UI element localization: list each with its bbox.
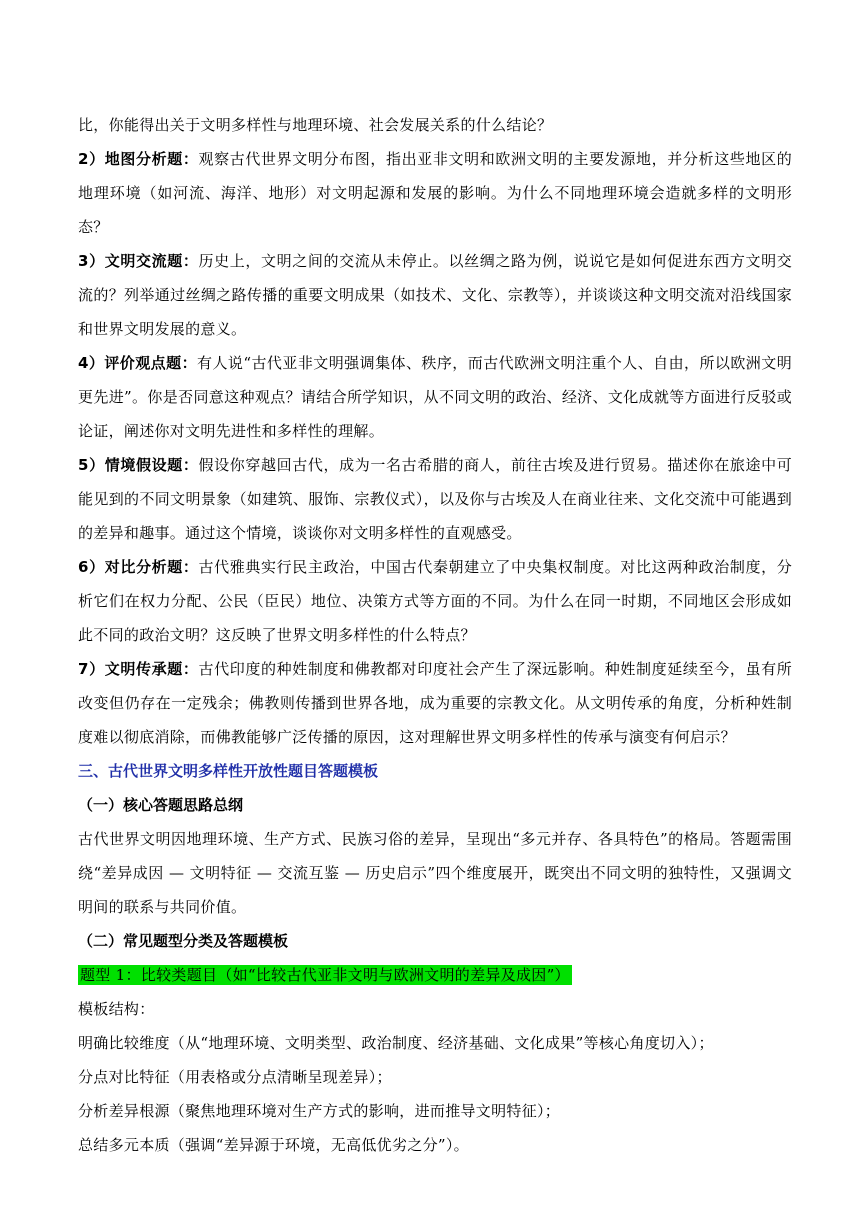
question-lead: 3）文明交流题：: [78, 252, 199, 270]
question-lead: 2）地图分析题：: [78, 150, 199, 168]
intro-line: 比，你能得出关于文明多样性与地理环境、社会发展关系的什么结论？: [78, 116, 553, 134]
question-lead: 6）对比分析题：: [78, 558, 199, 576]
template-step: 分析差异根源（聚焦地理环境对生产方式的影响，进而推导文明特征）；: [78, 1102, 561, 1120]
template-step: 总结多元本质（强调“差异源于环境，无高低优劣之分”）。: [78, 1136, 469, 1154]
sub1-heading: （一）核心答题思路总纲: [78, 796, 244, 814]
question-item: [78, 346, 792, 448]
question-body: 有人说“古代亚非文明强调集体、秩序，而古代欧洲文明注重个人、自由，所以欧洲文明更先进”。你是否同意这种观点？请结合所学知识，从不同文明的政治、经济、文化成就等方面进行反驳或论证，阐述你对文明先进性和多样性的理解。: [78, 354, 793, 440]
document-page: [78, 108, 792, 1162]
question-body: 观察古代世界文明分布图，指出亚非文明和欧洲文明的主要发源地，并分析这些地区的地理环境（如河流、海洋、地形）对文明起源和发展的影响。为什么不同地理环境会造就多样的文明形态？: [78, 150, 793, 236]
question-body: 历史上，文明之间的交流从未停止。以丝绸之路为例，说说它是如何促进东西方文明交流的？列举通过丝绸之路传播的重要文明成果（如技术、文化、宗教等），并谈谈这种文明交流对沿线国家和世界文明发展的意义。: [78, 252, 793, 338]
type1-line: [78, 958, 792, 992]
question-item: [78, 550, 792, 652]
section3-heading: 三、古代世界文明多样性开放性题目答题模板: [78, 762, 379, 780]
question-lead: 5）情境假设题：: [78, 456, 199, 474]
question-body: 古代雅典实行民主政治，中国古代秦朝建立了中央集权制度。对比这两种政治制度，分析它们在权力分配、公民（臣民）地位、决策方式等方面的不同。为什么在同一时期，不同地区会形成如此不同的政治文明？这反映了世界文明多样性的什么特点？: [78, 558, 793, 644]
question-item: [78, 142, 792, 244]
type1-highlight: 题型 1：比较类题目（如“比较古代亚非文明与欧洲文明的差异及成因”）: [80, 966, 570, 984]
template-step: 明确比较维度（从“地理环境、文明类型、政治制度、经济基础、文化成果”等核心角度切入）；: [78, 1034, 714, 1052]
sub1-body: 古代世界文明因地理环境、生产方式、民族习俗的差异，呈现出“多元并存、各具特色”的格局。答题需围绕“差异成因 — 文明特征 — 交流互鉴 — 历史启示”四个维度展开，既突出不同文明的独特性，又强调文明间的联系与共同价值。: [78, 830, 792, 916]
template-step: 分点对比特征（用表格或分点清晰呈现差异）；: [78, 1068, 392, 1086]
question-item: [78, 448, 792, 550]
question-body: 古代印度的种姓制度和佛教都对印度社会产生了深远影响。种姓制度延续至今，虽有所改变但仍存在一定残余；佛教则传播到世界各地，成为重要的宗教文化。从文明传承的角度，分析种姓制度难以彻底消除，而佛教能够广泛传播的原因，这对理解世界文明多样性的传承与演变有何启示？: [78, 660, 793, 746]
question-lead: 4）评价观点题：: [78, 354, 198, 372]
question-body: 假设你穿越回古代，成为一名古希腊的商人，前往古埃及进行贸易。描述你在旅途中可能见到的不同文明景象（如建筑、服饰、宗教仪式），以及你与古埃及人在商业往来、文化交流中可能遇到的差异和趣事。通过这个情境，谈谈你对文明多样性的直观感受。: [78, 456, 793, 542]
question-list: [78, 142, 792, 754]
question-lead: 7）文明传承题：: [78, 660, 199, 678]
question-item: [78, 652, 792, 754]
question-item: [78, 244, 792, 346]
template-label: 模板结构：: [78, 1000, 155, 1018]
sub2-heading: （二）常见题型分类及答题模板: [78, 932, 289, 950]
